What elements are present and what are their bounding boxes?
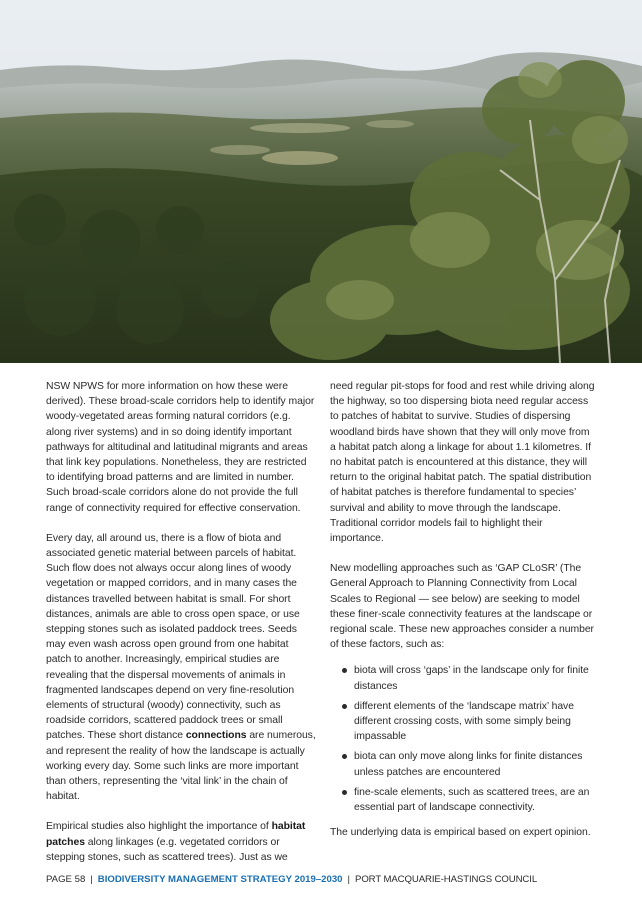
right-paragraph-3: The underlying data is empirical based on expert opinion. bbox=[330, 827, 591, 839]
list-item: biota can only move along links for finite distances unless patches are encountered bbox=[330, 749, 596, 779]
list-item: different elements of the ‘landscape matrix’ have different crossing costs, with some simply being impassable bbox=[330, 699, 596, 745]
left-paragraph-2-text-a: Every day, all around us, there is a flow of biota and associated genetic material between parcels of habitat. Such flow does not always occur along lines of woody vegetation or mapped corridors, and in many cases the distances travelled between habitat is small. For short distances, animals are able to cross open space, or use stepping stones such as isolated paddock trees. Seeds may even wash across open ground from one habitat patch to another. Increasingly, empirical studies are revealing that the dispersal movements of animals in fragmented landscapes depend on very fine-resolution elements of structural (woody) connectivity, such as roadside corridors, scattered paddock trees or small patches. These short distance bbox=[46, 532, 300, 742]
left-paragraph-3-text-b: along linkages (e.g. vegetated corridors or stepping stones, such as scattered trees). Just as we bbox=[46, 836, 288, 863]
document-title: BIODIVERSITY MANAGEMENT STRATEGY 2019–2030 bbox=[97, 874, 343, 885]
left-paragraph-2-text-b: are numerous, and represent the reality of how the landscape is actually working every day. Some such links are more important than others, representing the ‘vital link’ in the chain of habitat. bbox=[46, 730, 316, 803]
left-paragraph-3-text-a: Empirical studies also highlight the importance of bbox=[46, 821, 272, 833]
left-paragraph-1: NSW NPWS for more information on how these were derived). These broad-scale corridors help to identify major woody-vegetated areas forming natural corridors (e.g. along river systems) and in so doing identify important pathways for altitudinal and latitudinal migrants and areas that link key populations. Nonetheless, they are restricted to identifying broad patterns and are limited in number. Such broad-scale corridors alone do not provide the full range of connectivity required for effective conservation. bbox=[46, 381, 315, 514]
right-paragraph-2: New modelling approaches such as ‘GAP CLoSR’ (The General Approach to Planning Connectivity from Local Scales to Regional — see below) are seeking to model these finer-scale connectivity features at the landscape or regional scale. These new approaches consider a number of these factors, such as: bbox=[330, 563, 594, 651]
page-footer bbox=[46, 874, 537, 885]
left-column bbox=[46, 379, 316, 880]
left-paragraph-2 bbox=[46, 531, 316, 805]
habitat-patches-emphasis: habitat patches bbox=[46, 821, 306, 848]
list-item: biota will cross ‘gaps’ in the landscape only for finite distances bbox=[330, 663, 596, 693]
organisation-name: PORT MACQUARIE-HASTINGS COUNCIL bbox=[355, 874, 538, 885]
right-column bbox=[330, 379, 596, 855]
right-paragraph-1: need regular pit-stops for food and rest while driving along the highway, so too dispersing biota need regular access to patches of habitat to survive. Studies of dispersing woodland birds have shown that they will only move from a habitat patch along a linkage for about 1.1 kilometres. If no habitat patch is encountered at this distance, they will return to the original habitat patch. The spatial distribution of habitat patches is therefore fundamental to species’ survival and ability to move through the landscape. Traditional corridor models fail to highlight their importance. bbox=[330, 381, 595, 545]
footer-separator: | bbox=[90, 874, 93, 885]
list-item: fine-scale elements, such as scattered trees, are an essential part of landscape connectivity. bbox=[330, 785, 596, 815]
footer-separator: | bbox=[347, 874, 351, 885]
factors-list bbox=[330, 663, 596, 815]
hero-landscape-photo bbox=[0, 0, 642, 363]
page-number: PAGE 58 bbox=[46, 874, 86, 885]
connections-emphasis: connections bbox=[185, 730, 247, 742]
left-paragraph-3 bbox=[46, 819, 316, 865]
